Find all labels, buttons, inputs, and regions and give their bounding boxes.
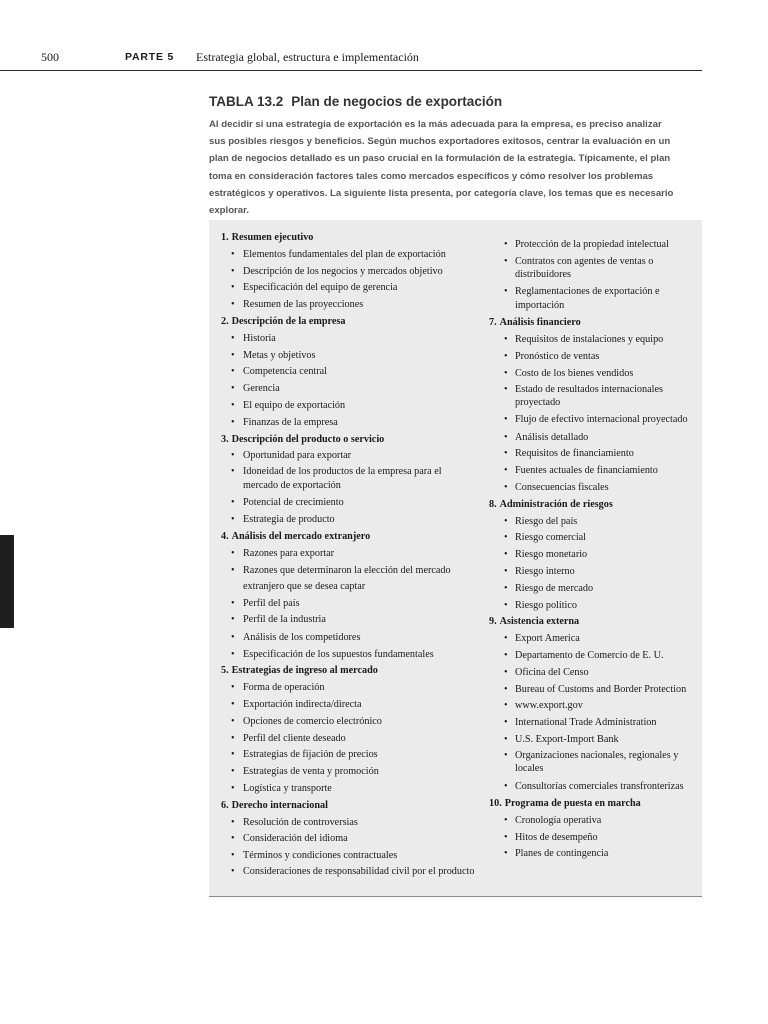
list-item: • Estado de resultados internacionales proyectado (485, 383, 707, 410)
list-item: • Términos y condiciones contractuales (221, 848, 476, 865)
section-heading (485, 497, 707, 514)
list-item: • Gerencia (221, 381, 476, 398)
list-item: • Especificación del equipo de gerencia (221, 280, 476, 297)
list-item: • Hitos de desempeño (485, 830, 707, 847)
list-item: • Costo de los bienes vendidos (485, 366, 707, 383)
right-column (485, 230, 707, 863)
list-item: • Logística y transporte (221, 781, 476, 798)
list-item: • Riesgo comercial (485, 530, 707, 547)
section-heading (485, 315, 707, 332)
list-item: • International Trade Administration (485, 715, 707, 732)
table-intro: Al decidir si una estrategia de exportación es la más adecuada para la empresa, es preciso analizar sus posibles riesgos y beneficios. Según muchos exportadores exitosos, centrar la evaluación en un plan de negocios detallado es un paso crucial en la formulación de la estrategia. Típicamente, el plan toma en consideración factores tales como mercados específicos y cómo resolver los problemas estratégicos y operativos. La siguiente lista presenta, por categoría clave, los temas que es necesario explorar. (209, 119, 674, 217)
section-number: 8. (489, 498, 497, 510)
list-item: • Forma de operación (221, 680, 476, 697)
list-item: • Requisitos de financiamiento (485, 446, 707, 463)
list-item: • Potencial de crecimiento (221, 495, 476, 512)
list-item: • Riesgo de mercado (485, 581, 707, 598)
header-rule (0, 70, 702, 71)
section-number: 9. (489, 616, 497, 628)
list-item: • Especificación de los supuestos fundamentales (221, 647, 476, 664)
list-item: • Riesgo del país (485, 514, 707, 531)
list-item: • Consultorías comerciales transfronterizas (485, 779, 707, 796)
list-item: • Riesgo político (485, 598, 707, 615)
list-item: • Elementos fundamentales del plan de exportación (221, 247, 476, 264)
list-item: • Bureau of Customs and Border Protection (485, 682, 707, 699)
section-number: 10. (489, 797, 502, 809)
continued-item-list (485, 238, 707, 312)
list-item: • Resolución de controversias (221, 815, 476, 832)
list-item: • Riesgo monetario (485, 547, 707, 564)
list-item: • Idoneidad de los productos de la empresa para el mercado de exportación (221, 465, 476, 492)
list-item: • Reglamentaciones de exportación e importación (485, 285, 707, 312)
section-heading-text: Análisis financiero (499, 317, 581, 329)
list-item: • Export America (485, 631, 707, 648)
section-number: 3. (221, 433, 229, 445)
table-title-text: Plan de negocios de exportación (291, 94, 503, 109)
section-heading-text: Descripción de la empresa (231, 315, 346, 327)
table-title (209, 94, 709, 109)
list-item: • Pronóstico de ventas (485, 349, 707, 366)
list-item: • Organizaciones nacionales, regionales y locales (485, 749, 707, 776)
list-item: • www.export.gov (485, 698, 707, 715)
section-item-list (485, 813, 707, 863)
list-item: • Protección de la propiedad intelectual (485, 238, 707, 252)
section-heading-text: Descripción del producto o servicio (231, 433, 385, 445)
section-item-list (221, 331, 476, 432)
list-item: • Perfil del cliente deseado (221, 731, 476, 748)
section-heading (221, 432, 476, 449)
list-item: • Opciones de comercio electrónico (221, 714, 476, 731)
list-item: • Estrategias de venta y promoción (221, 764, 476, 781)
list-item: • Riesgo interno (485, 564, 707, 581)
list-item: • Historia (221, 331, 476, 348)
section-item-list (485, 514, 707, 615)
section-number: 2. (221, 315, 229, 327)
section-number: 1. (221, 232, 229, 243)
list-item: • Oportunidad para exportar (221, 448, 476, 465)
list-item: • Consecuencias fiscales (485, 480, 707, 497)
section-item-list (485, 332, 707, 497)
section-heading (221, 230, 476, 247)
section-heading (221, 663, 476, 680)
list-item: • El equipo de exportación (221, 398, 476, 415)
section-item-list (485, 631, 707, 796)
list-item: • Perfil del país (221, 596, 476, 613)
section-heading (485, 614, 707, 631)
section-heading-text: Derecho internacional (231, 799, 328, 811)
list-item: • Razones para exportar (221, 546, 476, 563)
section-item-list (221, 680, 476, 798)
section-number: 4. (221, 531, 229, 543)
list-item: • Departamento de Comercio de E. U. (485, 648, 707, 665)
list-item: • Contratos con agentes de ventas o distribuidores (485, 255, 707, 282)
list-item: • Perfil de la industria (221, 613, 476, 627)
list-item: • Consideración del idioma (221, 831, 476, 848)
section-heading (221, 314, 476, 331)
list-item: • Descripción de los negocios y mercados objetivo (221, 264, 476, 281)
list-item: • Cronología operativa (485, 813, 707, 830)
list-item: • Requisitos de instalaciones y equipo (485, 332, 707, 349)
page-number: 500 (41, 50, 59, 64)
section-heading (221, 798, 476, 815)
list-item: • Flujo de efectivo internacional proyectado (485, 413, 707, 427)
list-item: • Estrategia de producto (221, 512, 476, 529)
section-heading-text: Análisis del mercado extranjero (231, 531, 371, 543)
left-column (221, 230, 476, 882)
section-heading-text: Estrategias de ingreso al mercado (231, 665, 378, 677)
list-item: • Metas y objetivos (221, 348, 476, 365)
list-item: • Razones que determinaron la elección del mercado extranjero que se desea captar (221, 563, 476, 597)
section-heading-text: Asistencia externa (499, 616, 580, 628)
list-item: • U.S. Export-Import Bank (485, 732, 707, 749)
page-tab-marker (0, 535, 14, 628)
table-number: TABLA 13.2 (209, 94, 284, 109)
list-item: • Estrategias de fijación de precios (221, 747, 476, 764)
section-number: 7. (489, 317, 497, 329)
section-item-list (221, 247, 476, 314)
part-label: PARTE 5 (125, 51, 175, 63)
list-item: • Consideraciones de responsabilidad civil por el producto (221, 865, 476, 879)
list-item: • Resumen de las proyecciones (221, 297, 476, 314)
list-item: • Análisis de los competidores (221, 630, 476, 647)
list-item: • Finanzas de la empresa (221, 415, 476, 432)
section-item-list (221, 546, 476, 664)
section-number: 6. (221, 799, 229, 811)
section-heading-text: Resumen ejecutivo (231, 232, 314, 243)
list-item: • Planes de contingencia (485, 846, 707, 863)
chapter-title: Estrategia global, estructura e implementación (196, 50, 419, 64)
section-heading-text: Programa de puesta en marcha (504, 797, 641, 809)
section-heading-text: Administración de riesgos (499, 498, 613, 510)
running-header (0, 0, 768, 70)
section-heading (221, 529, 476, 546)
section-item-list (221, 815, 476, 879)
section-number: 5. (221, 665, 229, 677)
list-item: • Competencia central (221, 364, 476, 381)
list-item: • Fuentes actuales de financiamiento (485, 463, 707, 480)
list-item: • Oficina del Censo (485, 665, 707, 682)
list-item: • Exportación indirecta/directa (221, 697, 476, 714)
list-item: • Análisis detallado (485, 430, 707, 447)
section-item-list (221, 448, 476, 529)
section-heading (485, 796, 707, 813)
